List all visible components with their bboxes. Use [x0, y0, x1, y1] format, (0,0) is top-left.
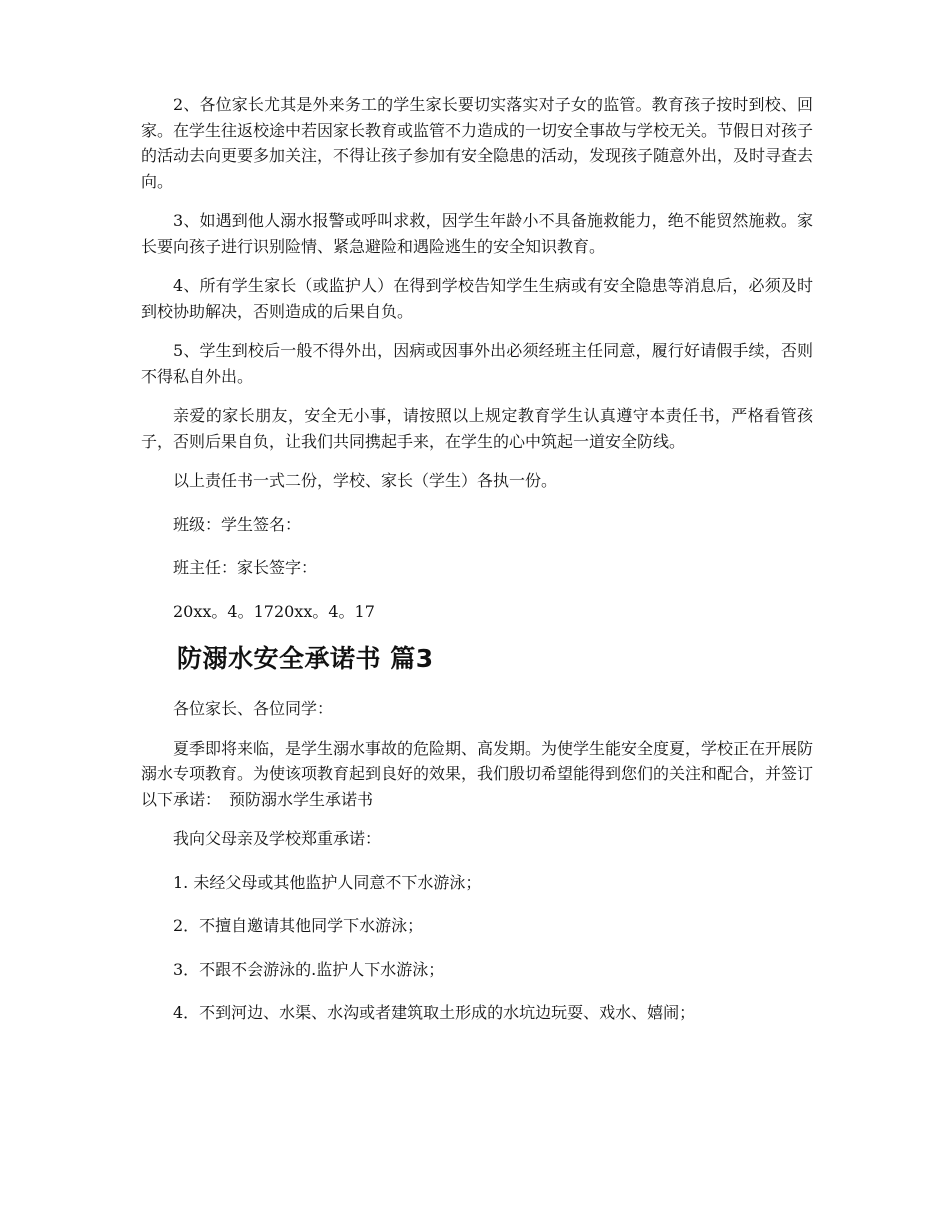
paragraph-item-3: 3、如遇到他人溺水报警或呼叫求救，因学生年龄小不具备施救能力，绝不能贸然施救。家长要向孩子进行识别险情、紧急避险和遇险逃生的安全知识教育。: [141, 211, 813, 256]
paragraph-closing-letter: 亲爱的家长朋友，安全无小事，请按照以上规定教育学生认真遵守本责任书，严格看管孩子，否则后果自负，让我们共同携起手来，在学生的心中筑起一道安全防线。: [141, 406, 813, 451]
paragraph-item-2: 2、各位家长尤其是外来务工的学生家长要切实落实对子女的监管。教育孩子按时到校、回家。在学生往返校途中若因家长教育或监管不力造成的一切安全事故与学校无关。节假日对孩子的活动去向更要多加关注，不得让孩子参加有安全隐患的活动，发现孩子随意外出，及时寻查去向。: [141, 95, 814, 191]
paragraph-item-4: 4、所有学生家长（或监护人）在得到学校告知学生生病或有安全隐患等消息后，必须及时到校协助解决，否则造成的后果自负。: [141, 276, 813, 321]
paragraph-copies-note: 以上责任书一式二份，学校、家长（学生）各执一份。: [173, 471, 558, 490]
intro-paragraph: 夏季即将来临，是学生溺水事故的危险期、高发期。为使学生能安全度夏，学校正在开展防溺水专项教育。为使该项教育起到良好的效果，我们殷切希望能得到您们的关注和配合，并签订以下承诺： 预防溺水学生承诺书: [141, 738, 814, 809]
greeting-line: 各位家长、各位同学：: [173, 699, 334, 718]
signature-dates: 20xx。4。1720xx。4。17: [173, 601, 375, 621]
signature-teacher-parent: 班主任：家长签字：: [173, 558, 318, 577]
section-heading: 防溺水安全承诺书 篇3: [177, 644, 434, 673]
signature-class-student: 班级：学生签名：: [173, 514, 302, 534]
pledge-item-3: 3．不跟不会游泳的.监护人下水游泳；: [173, 959, 445, 979]
pledge-item-1: 1. 未经父母或其他监护人同意不下水游泳；: [173, 872, 482, 892]
document-page: [141, 92, 813, 1026]
pledge-item-4: 4．不到河边、水渠、水沟或者建筑取土形成的水坑边玩耍、戏水、嬉闹；: [173, 1003, 696, 1022]
pledge-lead: 我向父母亲及学校郑重承诺：: [173, 829, 382, 848]
paragraph-item-5: 5、学生到校后一般不得外出，因病或因事外出必须经班主任同意，履行好请假手续，否则不得私自外出。: [141, 341, 813, 386]
pledge-item-2: 2．不擅自邀请其他同学下水游泳；: [173, 916, 424, 935]
